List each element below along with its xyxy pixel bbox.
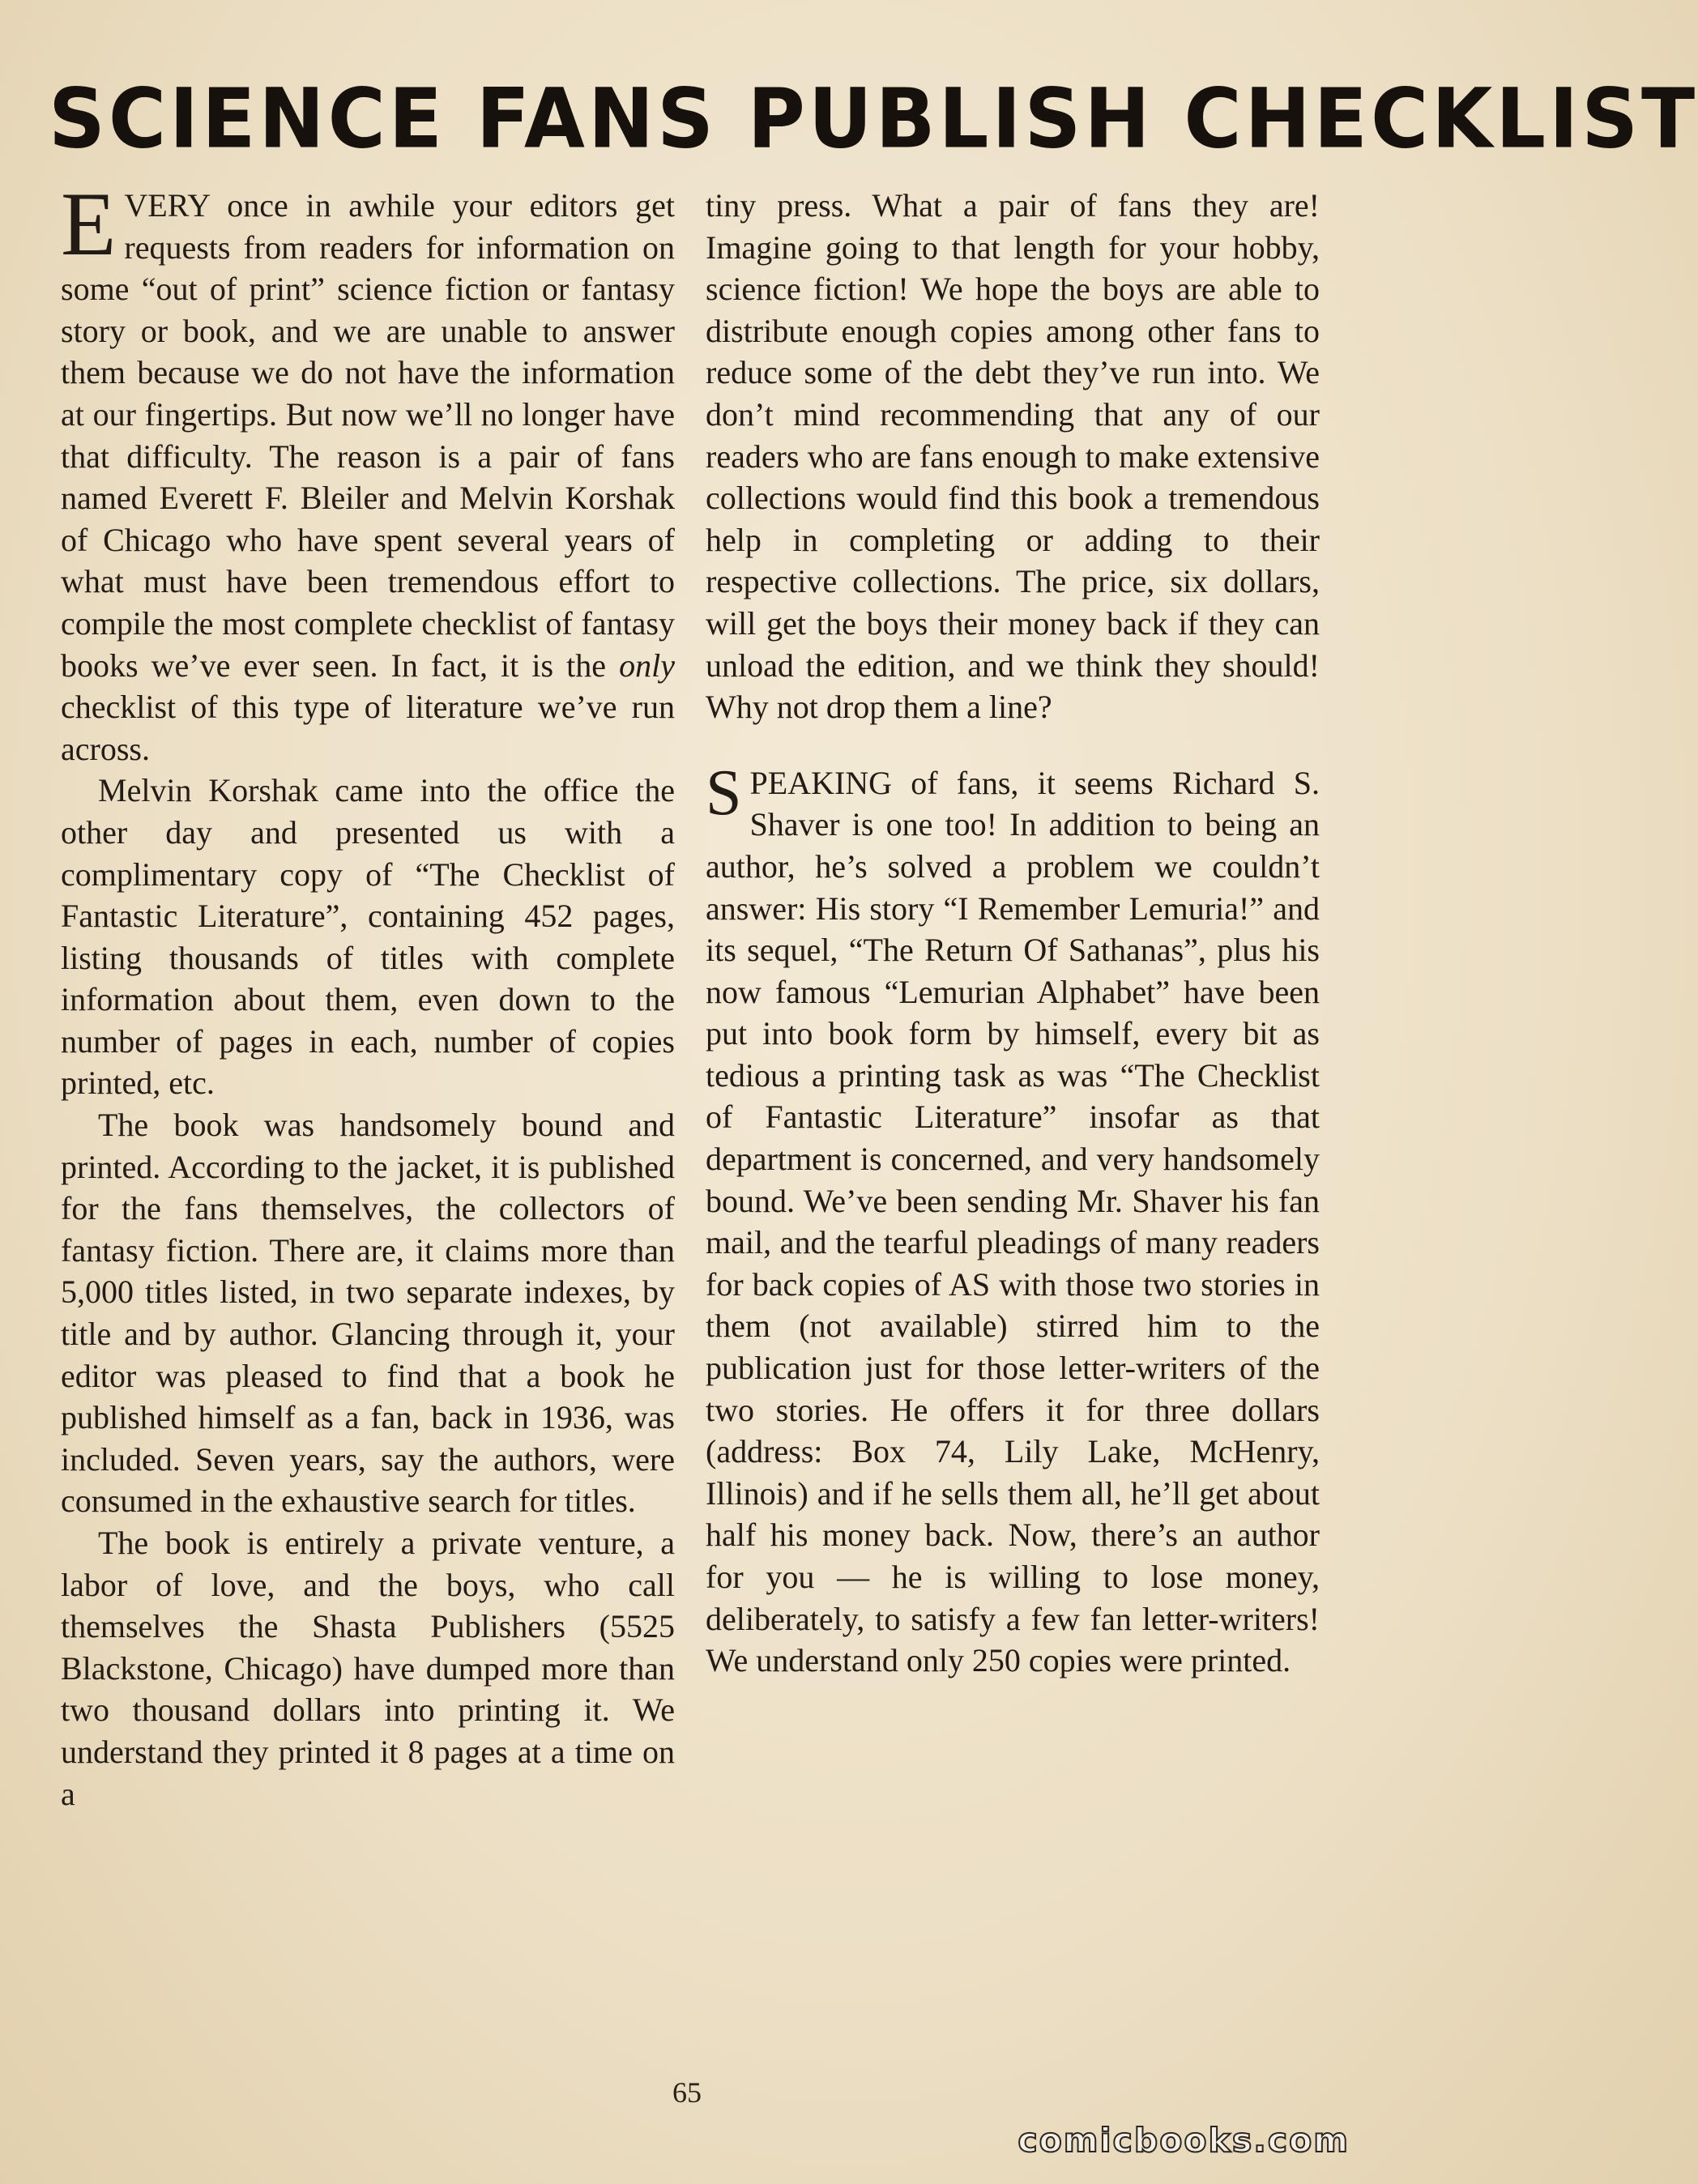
left-column (61, 174, 675, 2072)
watermark: comicbooks.com (1018, 2121, 1350, 2160)
paragraph-korshak-visit: Melvin Korshak came into the office the other day and presented us with a complimentary copy of “The Checklist of Fantastic Literature”, containing 452 pages, listing thousands of titles with complete information about them, even down to the number of pages in each, number of copies printed, etc. (61, 772, 675, 1102)
paragraph-text: checklist of this type of literature we’ve run across. (61, 689, 675, 767)
paragraph-continuation: tiny press. What a pair of fans they are! Imagine going to that length for your hobby, science fiction! We hope the boys are able to distribute enough copies among other fans to reduce some of the debt they’ve run into. We don’t mind recommending that any of our readers who are fans enough to make extensive collections would find this book a tremendous help in completing or adding to their respective collections. The price, six dollars, will get the boys their money back if they can unload the edition, and we think they should! Why not drop them a line? (706, 187, 1320, 726)
page-number: 65 (672, 2076, 702, 2109)
paragraph-text: PEAKING of fans, it seems Richard S. Shaver is one too! In addition to being an author, he’s solved a problem we couldn’t answer: His story “I Remember Lemuria!” and its sequel, “The Return Of Sathanas”, plus his now famous “Lemurian Alphabet” have been put into book form by himself, every bit as tedious a printing task as was “The Checklist of Fantastic Literature” insofar as that department is concerned, and very handsomely bound. We’ve been sending Mr. Shaver his fan mail, and the tearful pleadings of many readers for back copies of AS with those two stories in them (not available) stirred him to the publication just for those letter-writers of the two stories. He offers it for three dollars (address: Box 74, Lily Lake, McHenry, Illinois) and if he sells them all, he’ll get about half his money back. Now, there’s an author for you — he is willing to lose money, deliberately, to satisfy a few fan letter-writers! We understand only 250 copies were printed. (706, 764, 1320, 1679)
drop-cap: S (706, 757, 742, 829)
paragraph-private-venture: The book is entirely a private venture, a labor of love, and the boys, who call themselves the Shasta Publishers (5525 Blackstone, Chicago) have dumped more than two thousand dollars into printing it. We understand they printed it 8 pages at a time on a (61, 1525, 675, 1812)
headline: SCIENCE FANS PUBLISH CHECKLIST (49, 70, 1698, 167)
italic-word: only (619, 646, 675, 684)
right-column (706, 185, 1320, 2072)
paragraph-intro (61, 174, 675, 770)
paragraph-book-description: The book was handsomely bound and printed. According to the jacket, it is published for the fans themselves, the collectors of fantasy fiction. There are, it claims more than 5,000 titles listed, in two separate indexes, by title and by author. Glancing through it, your editor was pleased to find that a book he published himself as a fan, back in 1936, was included. Seven years, say the authors, were consumed in the exhaustive search for titles. (61, 1107, 675, 1520)
drop-cap: E (61, 174, 117, 275)
paragraph-shaver (706, 757, 1320, 1682)
paragraph-text: VERY once in awhile your editors get requests from readers for information on some “out of print” science fiction or fantasy story or book, and we are unable to answer them because we do not have the information at our fingertips. But now we’ll no longer have that difficulty. The reason is a pair of fans named Everett F. Bleiler and Melvin Korshak of Chicago who have spent several years of what must have been tremendous effort to compile the most complete checklist of fantasy books we’ve ever seen. In fact, it is the (61, 187, 675, 684)
